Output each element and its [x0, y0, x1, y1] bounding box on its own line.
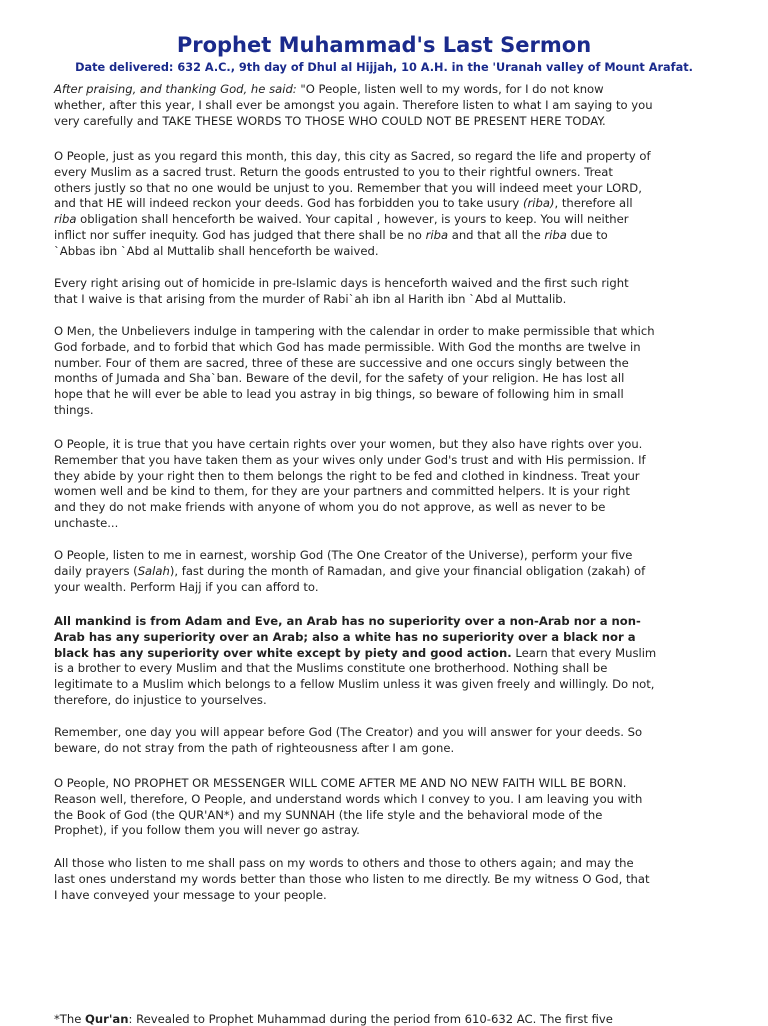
- text-run: obligation shall henceforth be waived. Your capital , however, is yours to keep. You will neither: [76, 212, 629, 227]
- page-subtitle: Date delivered: 632 A.C., 9th day of Dhul al Hijjah, 10 A.H. in the 'Uranah valley of Mount Arafat.: [75, 61, 693, 74]
- text-line: All those who listen to me shall pass on my words to others and those to others again; and may the: [54, 856, 634, 870]
- bold-run: black has any superiority over white except by piety and good action.: [54, 645, 512, 660]
- text-line: Prophet), if you follow them you will never go astray.: [54, 823, 360, 838]
- text-line: last ones understand my words better than those who listen to me directly. Be my witness O God, that: [54, 871, 650, 886]
- text-line: beware, do not stray from the path of righteousness after I am gone.: [54, 740, 455, 755]
- text-line: months of Jumada and Sha`ban. Beware of the devil, for the safety of your religion. He has lost all: [54, 371, 625, 386]
- text-line: Reason well, therefore, O People, and understand words which I convey to you. I am leaving you with: [54, 791, 643, 806]
- sermon-paragraph: [54, 437, 718, 532]
- text-line: `Abbas ibn `Abd al Muttalib shall henceforth be waived.: [54, 243, 379, 258]
- text-run: ), fast during the month of Ramadan, and give your financial obligation (zakah) of: [169, 563, 646, 578]
- text-line: I have conveyed your message to your people.: [54, 887, 327, 902]
- text-line: others justly so that no one would be unjust to you. Remember that you will indeed meet your LORD,: [54, 180, 642, 195]
- text-run: Learn that every Muslim: [511, 645, 657, 660]
- text-line: Remember, one day you will appear before God (The Creator) and you will answer for your deeds. So: [54, 725, 643, 739]
- text-line: every Muslim as a sacred trust. Return the goods entrusted to you to their rightful owners. Treat: [54, 164, 613, 179]
- text-line: unchaste...: [54, 515, 119, 530]
- text-line: that I waive is that arising from the murder of Rabi`ah ibn al Harith ibn `Abd al Muttalib.: [54, 291, 567, 306]
- text-line: the Book of God (the QUR'AN*) and my SUNNAH (the life style and the behavioral mode of the: [54, 807, 603, 822]
- text-line: legitimate to a Muslim which belongs to a fellow Muslim unless it was given freely and willingly. Do not,: [54, 677, 655, 692]
- text-line: is a brother to every Muslim and that the Muslims constitute one brotherhood. Nothing shall be: [54, 661, 608, 676]
- sermon-paragraph: [54, 856, 718, 903]
- sermon-paragraph: [54, 548, 718, 595]
- bold-line: All mankind is from Adam and Eve, an Arab has no superiority over a non-Arab nor a non-: [54, 614, 641, 628]
- text-line: and they do not make friends with anyone of whom you do not approve, as well as never to be: [54, 500, 606, 515]
- text-line: whether, after this year, I shall ever be amongst you again. Therefore listen to what I am saying to you: [54, 97, 653, 112]
- text-run: "O People, listen well to my words, for I do not know: [296, 82, 604, 96]
- sermon-paragraph: [54, 82, 718, 129]
- text-line: O People, NO PROPHET OR MESSENGER WILL COME AFTER ME AND NO NEW FAITH WILL BE BORN.: [54, 776, 627, 790]
- footnote-prefix: *The: [54, 1012, 86, 1026]
- text-run: inflict nor suffer inequity. God has judged that there shall be no: [54, 227, 426, 242]
- italic-term: riba: [54, 212, 77, 227]
- sermon-paragraph: [54, 324, 718, 419]
- italic-intro: After praising, and thanking God, he said:: [54, 82, 297, 96]
- sermon-paragraph: [54, 276, 718, 308]
- text-line: women well and be kind to them, for they are your partners and committed helpers. It is your right: [54, 484, 630, 499]
- sermon-paragraph: [54, 776, 718, 839]
- sermon-paragraph: [54, 149, 718, 260]
- text-line: very carefully and TAKE THESE WORDS TO THOSE WHO COULD NOT BE PRESENT HERE TODAY.: [54, 113, 606, 128]
- text-run: , therefore all: [554, 196, 633, 211]
- text-run: due to: [566, 227, 608, 242]
- text-line: number. Four of them are sacred, three of these are successive and one occurs singly between the: [54, 355, 629, 370]
- text-line: Every right arising out of homicide in pre-Islamic days is henceforth waived and the first such right: [54, 276, 629, 290]
- bold-line: Arab has any superiority over an Arab; also a white has no superiority over a black nor a: [54, 629, 636, 644]
- italic-term: Salah: [137, 563, 170, 578]
- page-title: Prophet Muhammad's Last Sermon: [176, 33, 592, 57]
- text-line: Remember that you have taken them as your wives only under God's trust and with His permission. If: [54, 452, 646, 467]
- text-line: O People, it is true that you have certain rights over your women, but they also have rights over you.: [54, 437, 643, 451]
- italic-term: (riba): [522, 196, 555, 211]
- text-line: O People, just as you regard this month, this day, this city as Sacred, so regard the life and property of: [54, 149, 651, 163]
- italic-term: riba: [425, 227, 449, 242]
- text-line: hope that he will ever be able to lead you astray in big things, so beware of following him in small: [54, 387, 624, 402]
- footnote-term: Qur'an: [85, 1012, 129, 1026]
- sermon-paragraph: [54, 725, 718, 757]
- italic-term: riba: [544, 227, 567, 242]
- text-line: they abide by your right then to them belongs the right to be fed and clothed in kindness. Treat your: [54, 468, 640, 483]
- text-line: therefore, do injustice to yourselves.: [54, 692, 267, 707]
- text-run: and that HE will indeed reckon your deeds. God has forbidden you to take usury: [54, 196, 523, 211]
- sermon-paragraph: [54, 614, 718, 709]
- footnote-text: : Revealed to Prophet Muhammad during the period from 610-632 AC. The first five: [128, 1012, 613, 1026]
- text-line: your wealth. Perform Hajj if you can afford to.: [54, 579, 319, 594]
- text-run: daily prayers (: [54, 563, 138, 578]
- text-run: and that all the: [448, 227, 545, 242]
- text-line: O Men, the Unbelievers indulge in tampering with the calendar in order to make permissible that which: [54, 324, 655, 338]
- text-line: things.: [54, 402, 94, 417]
- text-line: God forbade, and to forbid that which God has made permissible. With God the months are twelve in: [54, 339, 641, 354]
- text-line: O People, listen to me in earnest, worship God (The One Creator of the Universe), perform your five: [54, 548, 633, 562]
